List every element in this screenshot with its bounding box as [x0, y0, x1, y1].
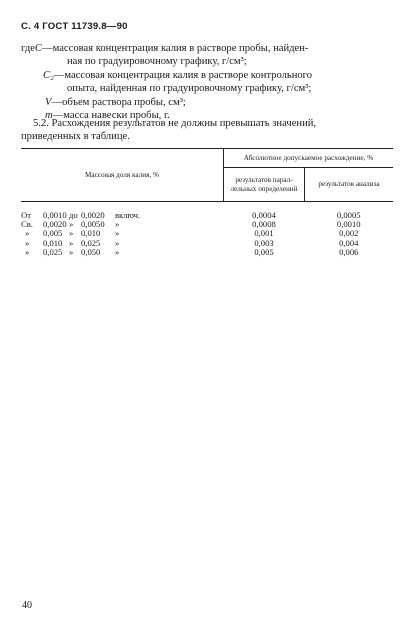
section-5-2 — [21, 117, 393, 143]
range-prefix: Св. — [21, 219, 33, 230]
range-to: 0,050 — [81, 246, 101, 257]
analysis-value: 0,0010 — [336, 219, 361, 230]
range-from: 0,0010 — [43, 210, 67, 220]
analysis-value: 0,0005 — [336, 210, 361, 220]
section-line-1: 5.2. Расхождения результатов не должны превышать значений, — [33, 118, 317, 129]
definition-dash: — — [52, 110, 64, 122]
range-prefix: » — [25, 246, 30, 257]
range-word: » — [69, 219, 74, 230]
range-suffix: включ. — [115, 210, 141, 220]
range-suffix: » — [115, 246, 120, 257]
range-prefix: От — [21, 210, 31, 220]
range-suffix: » — [115, 237, 120, 248]
analysis-value: 0,002 — [339, 228, 359, 239]
range-word: » — [69, 246, 74, 257]
parallel-value: 0,0008 — [252, 219, 276, 230]
definition-text-continued: опыта, найденная по градуировочному графику, г/см³; — [67, 83, 312, 95]
definition-text-continued: ная по градуировочному графику, г/см³; — [67, 56, 247, 68]
range-word: до — [69, 210, 78, 220]
range-cell — [21, 202, 224, 221]
table-row — [21, 248, 393, 257]
section-line-2: приведенных в таблице. — [21, 131, 130, 143]
range-from: 0,0020 — [43, 219, 67, 230]
definition-c2 — [21, 69, 393, 82]
parallel-value: 0,0004 — [252, 210, 276, 220]
range-suffix: » — [115, 228, 120, 239]
parallel-value: 0,003 — [254, 237, 274, 248]
definition-symbol: C — [34, 43, 42, 54]
range-to: 0,0050 — [81, 219, 105, 230]
range-cell — [21, 248, 224, 257]
parallel-value: 0,005 — [254, 246, 274, 257]
column-header-parallel-line1: результатов парал- — [235, 175, 293, 184]
range-word: » — [69, 228, 74, 239]
range-from: 0,005 — [43, 228, 63, 239]
column-header-parallel — [224, 168, 305, 202]
table-row — [21, 229, 393, 238]
column-group-header: Абсолютное допускаемое расхождение, % — [224, 149, 394, 168]
definition-symbol: V — [45, 96, 52, 108]
range-to: 0,010 — [81, 228, 101, 239]
definition-text: масса навески пробы, г. — [63, 110, 170, 122]
definition-text: массовая концентрация калия в растворе пробы, найден- — [52, 43, 309, 54]
table-row — [21, 202, 393, 221]
definition-dash: — — [42, 43, 53, 54]
parallel-value: 0,001 — [254, 228, 274, 239]
column-header-analysis: результатов анализа — [305, 168, 394, 202]
definition-c — [21, 42, 393, 55]
page-number: 40 — [22, 600, 32, 611]
definitions-list — [21, 42, 393, 122]
table-row — [21, 239, 393, 248]
table-row — [21, 220, 393, 229]
range-from: 0,025 — [43, 246, 63, 257]
range-word: » — [69, 237, 74, 248]
tolerance-table — [21, 148, 393, 257]
definition-text: массовая концентрация калия в растворе контрольного — [64, 69, 313, 81]
analysis-value: 0,006 — [339, 246, 359, 257]
definition-v — [21, 96, 393, 109]
page-header: С. 4 ГОСТ 11739.8—90 — [21, 21, 128, 32]
range-prefix: » — [25, 237, 30, 248]
definition-dash: — — [51, 96, 63, 108]
definition-text: объем раствора пробы, см³; — [62, 96, 186, 108]
range-prefix: » — [25, 228, 30, 239]
range-suffix: » — [115, 219, 120, 230]
definition-symbol: C₂ — [43, 69, 54, 81]
analysis-value: 0,004 — [339, 237, 359, 248]
definition-dash: — — [53, 69, 65, 81]
definition-lead: где — [21, 43, 35, 54]
range-from: 0,010 — [43, 237, 63, 248]
column-header-parallel-line2: лельных определений — [230, 184, 298, 193]
range-to: 0,025 — [81, 237, 101, 248]
range-to: 0,0020 — [81, 210, 105, 220]
definition-symbol: m — [45, 110, 53, 122]
column-header-potassium: Массовая доля калия, % — [21, 149, 224, 202]
